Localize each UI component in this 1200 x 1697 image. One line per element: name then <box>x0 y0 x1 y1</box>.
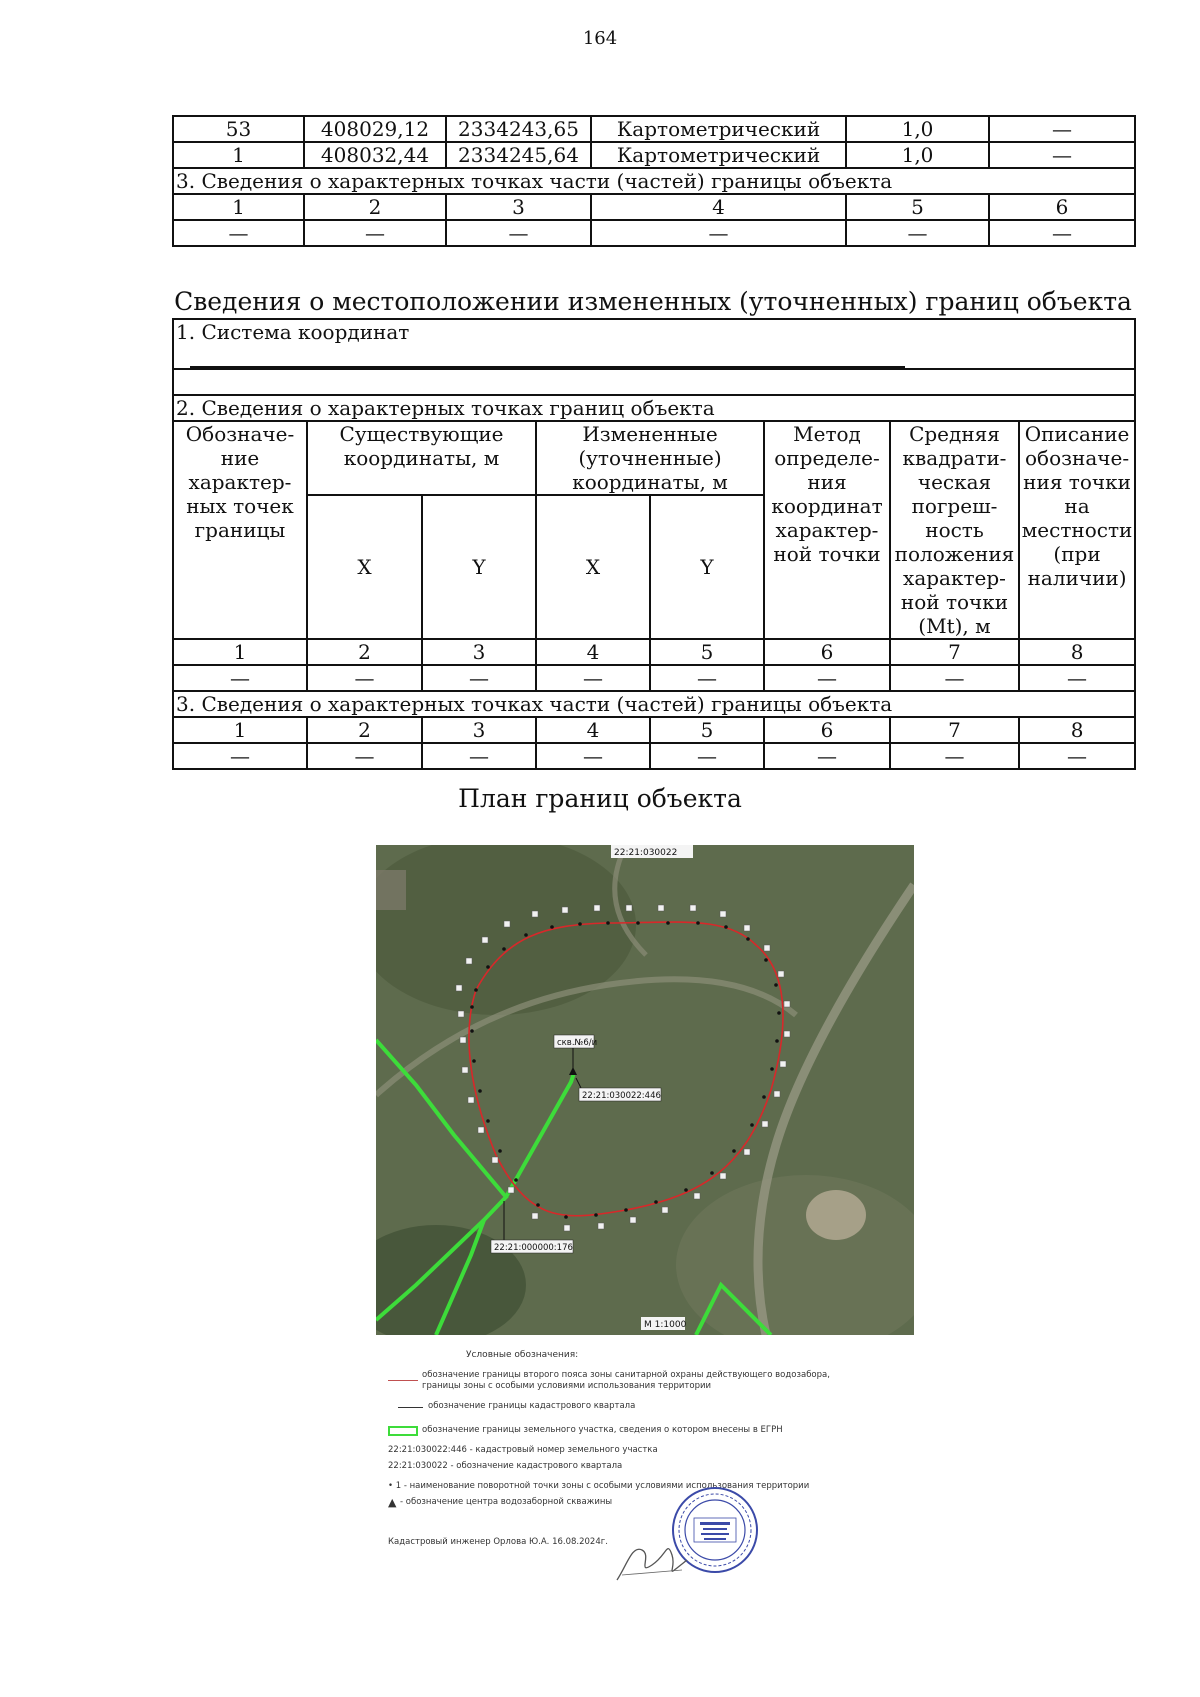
column-number: 6 <box>764 717 890 743</box>
header-y: Y <box>650 495 764 639</box>
column-number: 1 <box>173 717 307 743</box>
well-icon: ▲ <box>388 1496 397 1509</box>
legend-zone-text: обозначение границы второго пояса зоны санитарной охраны действующего водозабора, <box>422 1370 830 1380</box>
column-number: 8 <box>1019 639 1135 665</box>
coord-system-label: 1. Система координат <box>176 320 410 344</box>
legend-quarter-line-swatch <box>398 1407 423 1408</box>
header-error: Средняя квадрати- ческая погреш- ность положения характер- ной точки (Mt), м <box>890 421 1019 639</box>
well-label: скв.№6/и <box>557 1038 598 1048</box>
coord-x: 408032,44 <box>304 142 446 168</box>
engineer-signature-line: Кадастровый инженер Орлова Ю.А. 16.08.2024г. <box>388 1537 608 1547</box>
column-number: 1 <box>173 194 304 220</box>
legend-cadastral-number: 22:21:030022:446 - кадастровый номер земельного участка <box>388 1445 658 1455</box>
column-number: 3 <box>422 717 536 743</box>
empty-cell: — <box>650 743 764 769</box>
legend-parcel-swatch <box>388 1426 418 1436</box>
building <box>376 870 406 910</box>
page-number: 164 <box>582 28 618 49</box>
empty-cell: — <box>536 743 650 769</box>
legend-zone-text-2: границы зоны с особыми условиями использования территории <box>422 1381 712 1391</box>
legend <box>388 1350 848 1550</box>
legend-quarter-number: 22:21:030022 - обозначение кадастрового квартала <box>388 1461 623 1471</box>
section-title: Сведения о местоположении измененных (уточненных) границ объекта <box>174 287 1132 316</box>
description: — <box>989 142 1135 168</box>
header-y: Y <box>422 495 536 639</box>
table-row <box>173 168 1135 194</box>
column-number: 4 <box>536 717 650 743</box>
empty-cell: — <box>536 665 650 691</box>
empty-cell: — <box>1019 743 1135 769</box>
table-row <box>173 142 1135 168</box>
empty-cell: — <box>304 220 446 246</box>
scale-label: М 1:1000 <box>644 1320 687 1330</box>
empty-cell: — <box>173 220 304 246</box>
legend-point-name: • 1 - наименование поворотной точки зоны с особыми условиями использования территории <box>388 1481 810 1491</box>
column-number: 4 <box>591 194 846 220</box>
coordinates-table-top <box>172 115 1136 247</box>
header-description: Описание обозначе- ния точки на местности (при наличии) <box>1019 421 1135 639</box>
legend-well-text: - обозначение центра водозаборной скважины <box>400 1497 613 1507</box>
table-row <box>173 116 1135 142</box>
coord-x: 408029,12 <box>304 116 446 142</box>
accuracy: 1,0 <box>846 116 989 142</box>
empty-cell: — <box>422 665 536 691</box>
header-method: Метод определе- ния координат характер- ной точки <box>764 421 890 639</box>
point-number: 53 <box>173 116 304 142</box>
method: Картометрический <box>591 116 846 142</box>
empty-cell: — <box>1019 665 1135 691</box>
table-row <box>173 639 1135 665</box>
section-2-heading: 2. Сведения о характерных точках границ объекта <box>173 395 1135 421</box>
column-number: 3 <box>422 639 536 665</box>
clearing <box>806 1190 866 1240</box>
header-changed-coords: Измененные (уточненные) координаты, м <box>536 421 764 495</box>
signature <box>612 1535 692 1585</box>
column-number: 5 <box>846 194 989 220</box>
section-3-heading: 3. Сведения о характерных точках части (частей) границы объекта <box>173 691 1135 717</box>
column-number: 5 <box>650 639 764 665</box>
coord-y: 2334245,64 <box>446 142 591 168</box>
quarter-label: 22:21:030022 <box>614 848 678 858</box>
header-designation: Обозначе- ние характер- ных точек границы <box>173 421 307 639</box>
table-row <box>173 220 1135 246</box>
coord-system-blank <box>190 344 905 368</box>
table-row <box>173 665 1135 691</box>
legend-title: Условные обозначения: <box>466 1350 579 1360</box>
coord-y: 2334243,65 <box>446 116 591 142</box>
parcel-label: 22:21:030022:446 <box>582 1091 661 1101</box>
column-number: 2 <box>307 639 422 665</box>
column-number: 6 <box>764 639 890 665</box>
accuracy: 1,0 <box>846 142 989 168</box>
table-row <box>173 421 1135 495</box>
table-row <box>173 717 1135 743</box>
coord-system-row <box>173 319 1135 369</box>
column-number: 1 <box>173 639 307 665</box>
column-number: 2 <box>307 717 422 743</box>
description: — <box>989 116 1135 142</box>
empty-cell: — <box>307 665 422 691</box>
legend-quarter-text: обозначение границы кадастрового квартала <box>428 1401 636 1411</box>
table-row <box>173 369 1135 395</box>
plan-title: План границ объекта <box>458 784 742 813</box>
column-number: 8 <box>1019 717 1135 743</box>
changed-boundaries-table <box>172 318 1136 770</box>
empty-cell: — <box>446 220 591 246</box>
boundary-plan-map <box>376 845 914 1335</box>
header-x: X <box>536 495 650 639</box>
empty-row <box>173 369 1135 395</box>
column-number: 7 <box>890 717 1019 743</box>
empty-cell: — <box>173 665 307 691</box>
column-number: 5 <box>650 717 764 743</box>
empty-cell: — <box>764 743 890 769</box>
table-row <box>173 395 1135 421</box>
empty-cell: — <box>422 743 536 769</box>
column-number: 3 <box>446 194 591 220</box>
empty-cell: — <box>846 220 989 246</box>
table-row <box>173 691 1135 717</box>
header-x: X <box>307 495 422 639</box>
table-row <box>173 194 1135 220</box>
header-existing-coords: Существующие координаты, м <box>307 421 536 495</box>
legend-zone-line-swatch <box>388 1380 418 1381</box>
legend-parcel-text: обозначение границы земельного участка, сведения о котором внесены в ЕГРН <box>422 1425 783 1435</box>
table-row <box>173 319 1135 369</box>
empty-cell: — <box>591 220 846 246</box>
column-number: 4 <box>536 639 650 665</box>
column-number: 7 <box>890 639 1019 665</box>
point-number: 1 <box>173 142 304 168</box>
empty-cell: — <box>989 220 1135 246</box>
column-number: 2 <box>304 194 446 220</box>
empty-cell: — <box>764 665 890 691</box>
column-number: 6 <box>989 194 1135 220</box>
empty-cell: — <box>890 665 1019 691</box>
section-3-heading: 3. Сведения о характерных точках части (частей) границы объекта <box>173 168 1135 194</box>
method: Картометрический <box>591 142 846 168</box>
empty-cell: — <box>307 743 422 769</box>
table-row <box>173 743 1135 769</box>
empty-cell: — <box>890 743 1019 769</box>
empty-cell: — <box>650 665 764 691</box>
parcel2-label: 22:21:000000:176 <box>494 1243 573 1253</box>
empty-cell: — <box>173 743 307 769</box>
